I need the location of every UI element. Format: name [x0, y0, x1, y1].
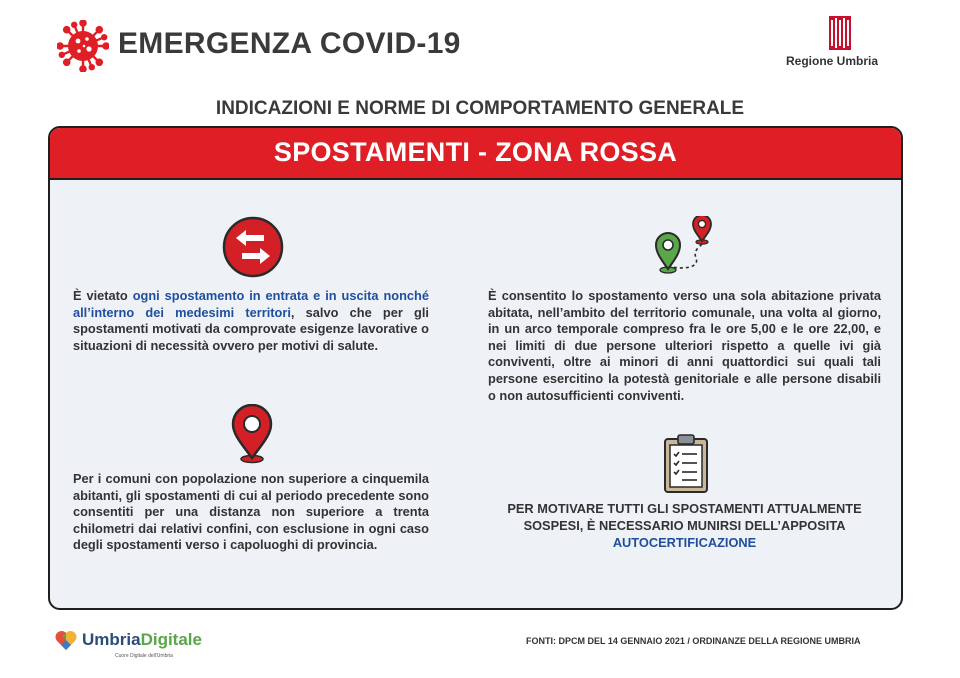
p1-highlight: ogni spostamento in entrata e in uscita nonché all’interno dei medesimi territori	[73, 288, 429, 320]
main-title: EMERGENZA COVID-19	[118, 27, 461, 60]
virus-icon	[57, 20, 109, 72]
region-name: Regione Umbria	[786, 54, 879, 68]
region-logo-icon	[829, 16, 851, 50]
rules-card	[48, 126, 903, 610]
brand-name-part1: Umbria	[82, 630, 141, 649]
rule-paragraph-movement-ban	[73, 288, 429, 354]
brand-name	[82, 630, 202, 650]
p1-text-start: È vietato	[73, 288, 133, 303]
p1-text-end: , salvo che per gli spostamenti motivati da comprovate esigenze lavorative o situazioni di necessità ovvero per motivi di salute.	[73, 304, 429, 353]
sources-note: FONTI: DPCM DEL 14 GENNAIO 2021 / ORDINANZE DELLA REGIONE UMBRIA	[526, 636, 861, 646]
rule-paragraph-private-visits: È consentito lo spostamento verso una sola abitazione privata abitata, nell’ambito del territorio comunale, una volta al giorno, in un arco temporale compreso fra le ore 5,00 e le ore 22,00, e nei limiti di due persone ulteriori rispetto a quelle ivi già conviventi, oltre ai minori di anni quattordici sui quali tali persone esercitino la potestà genitoriale e alle persone disabili o non autosufficienti conviventi.	[488, 288, 881, 403]
card-title: SPOSTAMENTI - ZONA ROSSA	[273, 137, 678, 167]
p4-text: PER MOTIVARE TUTTI GLI SPOSTAMENTI ATTUALMENTE SOSPESI, È NECESSARIO MUNIRSI DELL’APPOSITA	[507, 501, 862, 533]
heart-puzzle-icon	[54, 628, 78, 652]
autocertificazione-highlight: AUTOCERTIFICAZIONE	[612, 535, 757, 550]
two-way-arrows-icon	[222, 216, 284, 278]
rule-paragraph-small-towns: Per i comuni con popolazione non superiore a cinquemila abitanti, gli spostamenti di cui al periodo precedente sono consentiti per una distanza non superiore a trenta chilometri dai relativi confini, con esclusione in ogni caso degli spostamenti verso i capoluoghi di provincia.	[73, 471, 429, 553]
clipboard-checklist-icon	[662, 432, 710, 494]
page-subtitle: INDICAZIONI E NORME DI COMPORTAMENTO GENERALE	[215, 98, 745, 119]
brand-tagline: Cuore Digitale dell'Umbria	[115, 653, 173, 659]
route-pins-icon	[652, 216, 718, 276]
brand-name-part2: Digitale	[140, 630, 202, 649]
self-certification-note	[488, 500, 881, 551]
card-header	[50, 128, 901, 180]
location-pin-icon	[230, 404, 274, 464]
